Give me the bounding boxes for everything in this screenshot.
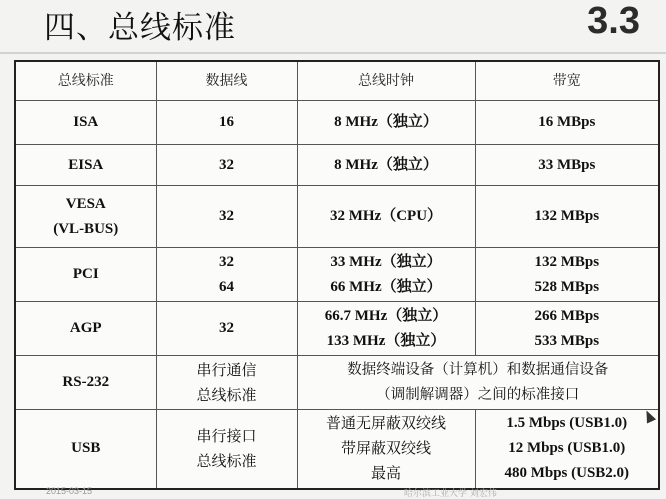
data-lines-line: 32 — [219, 320, 234, 336]
standard-line: (VL-BUS) — [53, 220, 119, 237]
data-lines-line: 32 — [219, 253, 234, 270]
cell-bandwidth — [475, 302, 659, 356]
header-bus-clock: 总线时钟 — [297, 61, 475, 101]
bandwidth-line: 132 MBps — [534, 208, 600, 224]
cell-bandwidth — [475, 248, 659, 302]
table-row — [15, 186, 659, 248]
standard-line: VESA — [65, 195, 106, 212]
table-row — [15, 248, 659, 302]
cell-clock — [297, 145, 475, 186]
cell-data-lines — [156, 145, 297, 186]
bandwidth-line: 480 Mbps (USB2.0) — [504, 465, 630, 482]
clock-line: 8 MHz（独立） — [334, 156, 438, 173]
clock-line: 133 MHz（独立） — [326, 332, 446, 349]
data-lines-line: 总线标准 — [196, 451, 257, 470]
clock-line: 66 MHz（独立） — [330, 278, 442, 295]
clock-line: 带屏蔽双绞线 — [340, 439, 431, 458]
section-number: 3.3 — [587, 0, 640, 42]
bandwidth-line: 266 MBps — [534, 307, 600, 324]
standard-line: AGP — [69, 320, 102, 336]
cell-data-lines — [156, 101, 297, 145]
cell-clock — [297, 248, 475, 302]
data-lines-line: 16 — [219, 114, 234, 130]
table-header-row — [15, 61, 659, 101]
footer-source: 哈尔滨工业大学 刘宏伟 — [404, 489, 497, 499]
bandwidth-line: 1.5 Mbps (USB1.0) — [506, 415, 628, 432]
bus-standards-table — [14, 60, 660, 490]
bandwidth-line: 12 Mbps (USB1.0) — [508, 440, 626, 457]
clock-line: 33 MHz（独立） — [330, 253, 442, 270]
cell-data-lines — [156, 410, 297, 489]
cell-clock — [297, 186, 475, 248]
data-lines-line: 总线标准 — [196, 385, 257, 404]
standard-line: EISA — [68, 156, 104, 173]
cell-standard — [15, 248, 156, 302]
cell-data-lines — [156, 248, 297, 302]
cell-bandwidth — [475, 410, 659, 489]
description-line: （调制解调器）之间的标准接口 — [376, 386, 580, 403]
bandwidth-line: 33 MBps — [538, 156, 596, 173]
table-row — [15, 101, 659, 145]
cell-standard — [15, 356, 156, 410]
clock-line: 32 MHz（CPU） — [329, 208, 443, 224]
title-divider — [0, 52, 666, 54]
cell-clock — [297, 302, 475, 356]
table-row — [15, 410, 659, 489]
clock-line: 66.7 MHz（独立） — [324, 307, 448, 324]
table-row — [15, 302, 659, 356]
standard-line: PCI — [72, 266, 99, 282]
table-row — [15, 356, 659, 410]
cell-clock — [297, 410, 475, 489]
slide-title: 四、总线标准 — [44, 10, 236, 46]
cell-description — [297, 356, 659, 410]
cell-bandwidth — [475, 186, 659, 248]
standard-line: USB — [71, 440, 101, 457]
data-lines-line: 串行接口 — [196, 426, 257, 445]
bandwidth-line: 528 MBps — [534, 278, 600, 295]
cell-standard — [15, 145, 156, 186]
description-line: 数据终端设备（计算机）和数据通信设备 — [347, 361, 609, 378]
cell-bandwidth — [475, 145, 659, 186]
data-lines-line: 32 — [219, 208, 234, 224]
bandwidth-line: 533 MBps — [534, 332, 600, 349]
cell-standard — [15, 302, 156, 356]
clock-line: 最高 — [370, 464, 401, 483]
table-row — [15, 145, 659, 186]
cell-clock — [297, 101, 475, 145]
header-bus-standard: 总线标准 — [15, 61, 156, 101]
standard-line: ISA — [73, 114, 99, 130]
cell-data-lines — [156, 302, 297, 356]
bandwidth-line: 16 MBps — [538, 114, 596, 130]
data-lines-line: 64 — [219, 278, 234, 295]
cell-standard — [15, 186, 156, 248]
data-lines-line: 32 — [219, 156, 234, 173]
standard-line: RS-232 — [62, 374, 110, 390]
bandwidth-line: 132 MBps — [534, 253, 600, 270]
footer-date: 2015-03-15 — [46, 486, 93, 496]
header-bandwidth: 带宽 — [475, 61, 659, 101]
data-lines-line: 串行通信 — [196, 360, 257, 379]
clock-line: 8 MHz（独立） — [334, 114, 438, 130]
cell-data-lines — [156, 186, 297, 248]
cell-standard — [15, 101, 156, 145]
clock-line: 普通无屏蔽双绞线 — [325, 414, 446, 433]
cell-data-lines — [156, 356, 297, 410]
cell-bandwidth — [475, 101, 659, 145]
header-data-lines: 数据线 — [156, 61, 297, 101]
cell-standard — [15, 410, 156, 489]
